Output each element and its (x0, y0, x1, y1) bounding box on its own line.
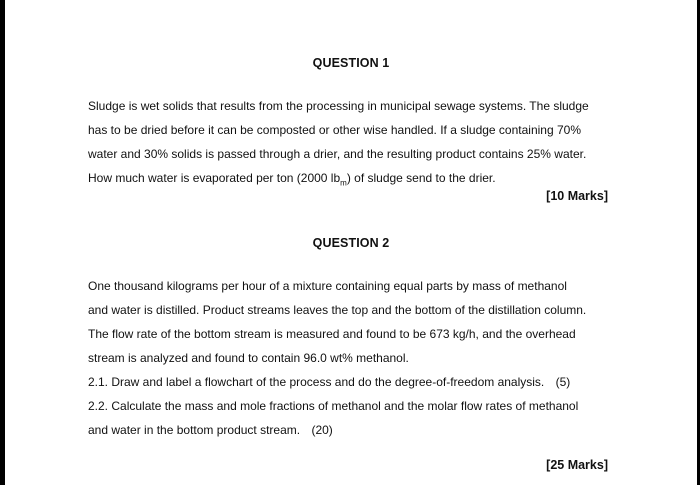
question-1-marks: [10 Marks] (546, 189, 608, 203)
question-1-line-4-tail: ) of sludge send to the drier. (346, 171, 496, 185)
question-2-marks: [25 Marks] (546, 458, 608, 472)
question-1-line-4 (88, 166, 616, 195)
lbm-subscript: m (340, 178, 347, 188)
sub-question-2-2-line-1: 2.2. Calculate the mass and mole fractions of methanol and the molar flow rates of methanol (88, 399, 579, 413)
sub-question-2-2-marks: (20) (311, 423, 333, 437)
sub-question-2-1-marks: (5) (555, 375, 571, 389)
question-2-line-3: The flow rate of the bottom stream is measured and found to be 673 kg/h, and the overhead (88, 327, 576, 341)
question-2-line-2: and water is distilled. Product streams leaves the top and the bottom of the distillation column. (88, 303, 587, 317)
document-page (5, 0, 697, 485)
sub-question-2-2-text: and water in the bottom product stream. (88, 423, 301, 437)
question-1-line-1: Sludge is wet solids that results from the processing in municipal sewage systems. The sludge (88, 99, 589, 113)
question-1-line-3: water and 30% solids is passed through a drier, and the resulting product contains 25% water. (88, 147, 587, 161)
question-2-title: QUESTION 2 (312, 236, 390, 250)
question-1-line-4-head: How much water is evaporated per ton (2000 lb (88, 171, 341, 185)
question-2-line-1: One thousand kilograms per hour of a mixture containing equal parts by mass of methanol (88, 279, 567, 293)
sub-question-2-1-text: 2.1. Draw and label a flowchart of the process and do the degree-of-freedom analysis. (88, 375, 545, 389)
sub-question-2-1 (88, 370, 616, 394)
question-1-body (88, 94, 616, 195)
question-2-line-4: stream is analyzed and found to contain 96.0 wt% methanol. (88, 351, 409, 365)
sub-question-2-2-line-2 (88, 418, 616, 442)
question-1-line-2: has to be dried before it can be composted or other wise handled. If a sludge containing 70% (88, 123, 581, 137)
question-1-title: QUESTION 1 (312, 56, 390, 70)
question-2-body (88, 274, 616, 442)
